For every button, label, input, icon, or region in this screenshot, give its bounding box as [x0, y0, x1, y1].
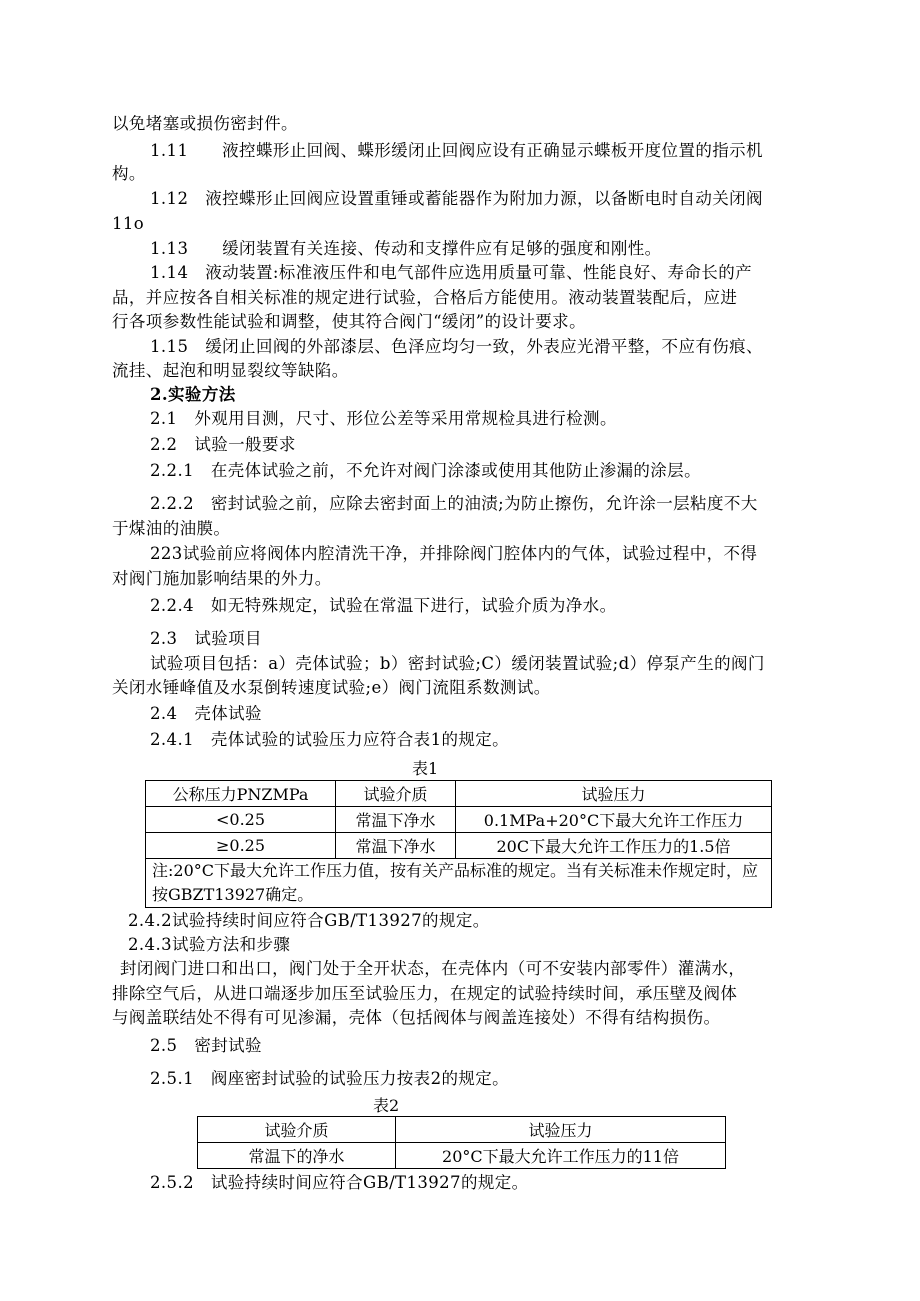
- table2-cell: 常温下的净水: [198, 1143, 396, 1169]
- table1-note: 注:20°C下最大允许工作压力值，按有关产品标准的规定。当有关标准未作规定时，应按GBZT13927确定。: [146, 859, 772, 908]
- section-heading-test-methods: 2.实验方法: [150, 385, 236, 404]
- table2-header-cell: 试验介质: [198, 1117, 396, 1143]
- table2-header-row: [198, 1117, 726, 1143]
- table-row: [198, 1143, 726, 1169]
- clause-2-5-2: 2.5.2 试验持续时间应符合GB/T13927的规定。: [150, 1173, 529, 1192]
- paragraph-line: 以免堵塞或损伤密封件。: [112, 114, 298, 133]
- paragraph-line: 构。: [112, 164, 146, 183]
- table1-cell: 0.1MPa+20°C下最大允许工作压力: [456, 807, 772, 833]
- clause-2-3: 2.3 试验项目: [150, 629, 262, 648]
- clause-1-14: 1.14 液动装置:标准液压件和电气部件应选用质量可靠、性能良好、寿命长的产: [150, 263, 752, 282]
- clause-2-1: 2.1 外观用目测，尺寸、形位公差等采用常规检具进行检测。: [150, 409, 617, 428]
- table2-header-cell: 试验压力: [396, 1117, 726, 1143]
- table1-header-cell: 公称压力PNZMPa: [146, 781, 336, 807]
- clause-2-4: 2.4 壳体试验: [150, 704, 262, 723]
- paragraph-line: 与阀盖联结处不得有可见渗漏，壳体（包括阀体与阀盖连接处）不得有结构损伤。: [112, 1008, 721, 1027]
- clause-2-5-1: 2.5.1 阀座密封试验的试验压力按表2的规定。: [150, 1069, 510, 1088]
- clause-2-4-2: 2.4.2试验持续时间应符合GB/T13927的规定。: [128, 911, 490, 930]
- clause-2-2-4: 2.2.4 如无特殊规定，试验在常温下进行，试验介质为净水。: [150, 596, 617, 615]
- paragraph-line: 封闭阀门进口和出口，阀门处于全开状态，在壳体内（可不安装内部零件）灌满水，: [120, 959, 746, 978]
- paragraph-line: 流挂、起泡和明显裂纹等缺陷。: [112, 361, 349, 380]
- clause-1-13: 1.13 缓闭装置有关连接、传动和支撑件应有足够的强度和刚性。: [150, 239, 662, 258]
- clause-2-2-3: 223试验前应将阀体内腔清洗干净，并排除阀门腔体内的气体，试验过程中，不得: [150, 544, 758, 563]
- table1-caption: 表1: [412, 759, 439, 778]
- test-items-line: 试验项目包括：a）壳体试验；b）密封试验;C）缓闭装置试验;d）停泵产生的阀门: [150, 654, 765, 673]
- paragraph-line: 于煤油的油膜。: [112, 519, 231, 538]
- table1-header-row: [146, 781, 772, 807]
- table1: [145, 780, 772, 908]
- paragraph-line: 对阀门施加影响结果的外力。: [112, 569, 332, 588]
- paragraph-line: 行各项参数性能试验和调整，使其符合阀门“缓闭”的设计要求。: [112, 312, 586, 331]
- table1-header-cell: 试验压力: [456, 781, 772, 807]
- table-row: [146, 833, 772, 859]
- table-row: [146, 807, 772, 833]
- clause-2-2-2: 2.2.2 密封试验之前，应除去密封面上的油渍;为防止擦伤，允许涂一层粘度不大: [150, 494, 758, 513]
- table1-cell: 常温下净水: [336, 807, 456, 833]
- clause-1-12: 1.12 液控蝶形止回阀应设置重锤或蓄能器作为附加力源，以备断电时自动关闭阀: [150, 189, 763, 208]
- paragraph-line: 关闭水锤峰值及水泵倒转速度试验;e）阀门流阻系数测试。: [112, 678, 551, 697]
- clause-2-4-1: 2.4.1 壳体试验的试验压力应符合表1的规定。: [150, 730, 510, 749]
- paragraph-line: 11o: [112, 214, 145, 233]
- table1-cell: ≥0.25: [146, 833, 336, 859]
- paragraph-line: 品，并应按各自相关标准的规定进行试验，合格后方能使用。液动装置装配后，应进: [112, 288, 738, 307]
- clause-2-5: 2.5 密封试验: [150, 1036, 262, 1055]
- clause-1-11: 1.11 液控蝶形止回阀、蝶形缓闭止回阀应设有正确显示蝶板开度位置的指示机: [150, 141, 763, 160]
- table1-cell: 常温下净水: [336, 833, 456, 859]
- table2: [197, 1116, 726, 1169]
- table1-header-cell: 试验介质: [336, 781, 456, 807]
- table1-note-row: [146, 859, 772, 908]
- clause-1-15: 1.15 缓闭止回阀的外部漆层、色泽应均匀一致，外表应光滑平整，不应有伤痕、: [150, 337, 763, 356]
- table2-cell: 20°C下最大允许工作压力的11倍: [396, 1143, 726, 1169]
- clause-2-2-1: 2.2.1 在壳体试验之前，不允许对阀门涂漆或使用其他防止渗漏的涂层。: [150, 461, 701, 480]
- clause-2-4-3: 2.4.3试验方法和步骤: [128, 935, 291, 954]
- table1-cell: 20C下最大允许工作压力的1.5倍: [456, 833, 772, 859]
- clause-2-2: 2.2 试验一般要求: [150, 435, 296, 454]
- table1-cell: <0.25: [146, 807, 336, 833]
- paragraph-line: 排除空气后，从进口端逐步加压至试验压力，在规定的试验持续时间，承压壁及阀体: [112, 984, 738, 1003]
- table2-caption: 表2: [373, 1096, 400, 1115]
